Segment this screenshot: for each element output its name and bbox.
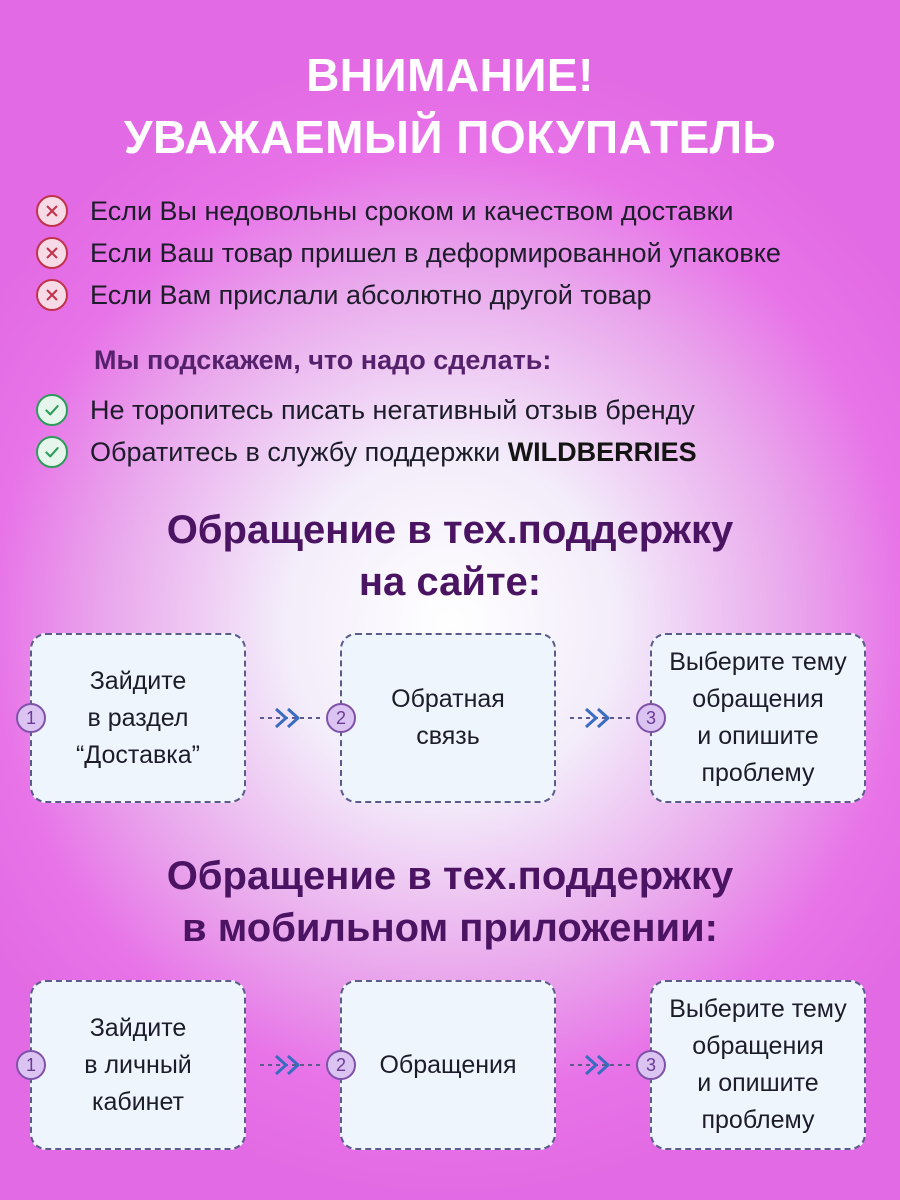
- site-step-2-text: Обратная связь: [391, 685, 505, 750]
- app-step-1-number: 1: [16, 1050, 46, 1080]
- check-circle-icon: [36, 394, 68, 426]
- site-section-title: [0, 504, 900, 608]
- problem-item: [36, 274, 781, 316]
- advice-title: Мы подскажем, что надо сделать:: [94, 345, 552, 375]
- check-circle-icon: [36, 436, 68, 468]
- app-section-title: [0, 850, 900, 954]
- site-step-1-number: 1: [16, 703, 46, 733]
- problem-text: Если Вам прислали абсолютно другой товар: [90, 279, 652, 310]
- double-chevron-arrow-icon: [260, 703, 320, 733]
- app-step-2-text: Обращения: [379, 1050, 517, 1079]
- advice-text: Не торопитесь писать негативный отзыв бренду: [90, 394, 695, 425]
- double-chevron-arrow-icon: [260, 1050, 320, 1080]
- app-step-3-box: [650, 980, 866, 1150]
- advice-text-main: Обратитесь в службу поддержки: [90, 436, 508, 467]
- app-step-2-number: 2: [326, 1050, 356, 1080]
- site-step-2-number: 2: [326, 703, 356, 733]
- problem-text: Если Ваш товар пришел в деформированной упаковке: [90, 237, 781, 268]
- site-step-1-text: Зайдите в раздел “Доставка”: [75, 666, 200, 769]
- site-step-1-box: [30, 633, 246, 803]
- problem-item: [36, 232, 781, 274]
- site-step-3-number: 3: [636, 703, 666, 733]
- cross-circle-icon: [36, 279, 68, 311]
- site-step-2-box: [340, 633, 556, 803]
- brand-name: WILDBERRIES: [507, 436, 697, 467]
- app-step-2-box: [340, 980, 556, 1150]
- app-step-1-text: Зайдите в личный кабинет: [84, 1013, 192, 1116]
- advice-item: [36, 431, 697, 473]
- problems-list: [36, 190, 781, 316]
- header-line-2: УВАЖАЕМЫЙ ПОКУПАТЕЛЬ: [123, 111, 777, 163]
- cross-circle-icon: [36, 195, 68, 227]
- app-step-3-text: Выберите тему обращения и опишите проблему: [669, 995, 847, 1134]
- advice-item: [36, 389, 697, 431]
- double-chevron-arrow-icon: [570, 1050, 630, 1080]
- app-step-1-box: [30, 980, 246, 1150]
- app-title-line-2: в мобильном приложении:: [182, 906, 718, 950]
- advice-text: [90, 437, 697, 468]
- header-line-1: ВНИМАНИЕ!: [306, 49, 594, 101]
- site-title-line-1: Обращение в тех.поддержку: [166, 508, 734, 552]
- problem-item: [36, 190, 781, 232]
- site-step-3-box: [650, 633, 866, 803]
- double-chevron-arrow-icon: [570, 703, 630, 733]
- app-title-line-1: Обращение в тех.поддержку: [166, 854, 734, 898]
- problem-text: Если Вы недовольны сроком и качеством доставки: [90, 195, 734, 226]
- site-title-line-2: на сайте:: [358, 560, 542, 604]
- cross-circle-icon: [36, 237, 68, 269]
- advice-list: [36, 389, 697, 473]
- site-step-3-text: Выберите тему обращения и опишите проблему: [669, 648, 847, 787]
- attention-header: [0, 44, 900, 168]
- app-step-3-number: 3: [636, 1050, 666, 1080]
